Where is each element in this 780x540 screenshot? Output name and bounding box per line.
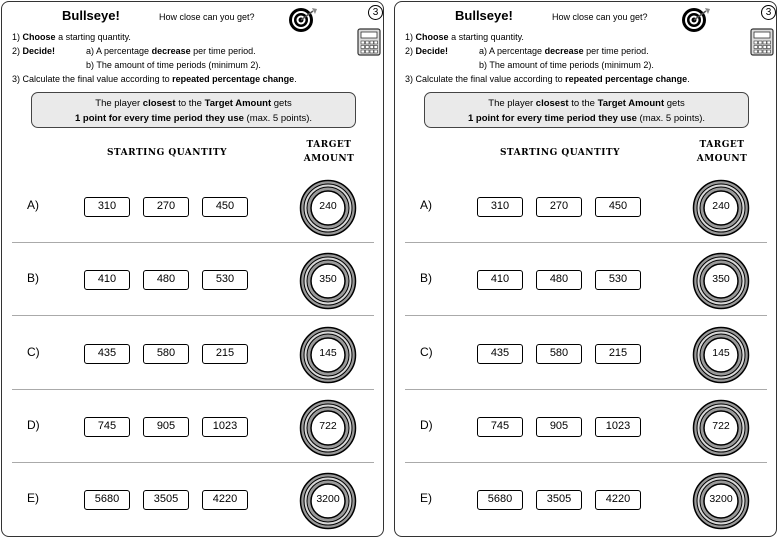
instruction-step-2b: b) The amount of time periods (minimum 2). xyxy=(479,60,654,70)
target-amount-bullseye xyxy=(692,252,750,310)
starting-quantity-option-1[interactable]: 5680 xyxy=(84,490,130,510)
starting-quantity-option-2[interactable]: 905 xyxy=(536,417,582,437)
question-row-b xyxy=(2,251,385,311)
row-label: A) xyxy=(27,198,39,212)
question-row-e xyxy=(2,471,385,531)
target-amount-bullseye xyxy=(692,326,750,384)
starting-quantity-option-2[interactable]: 3505 xyxy=(536,490,582,510)
target-amount-value: 240 xyxy=(319,200,337,212)
starting-quantity-option-2[interactable]: 270 xyxy=(536,197,582,217)
target-amount-value: 722 xyxy=(712,420,730,432)
starting-quantity-option-1[interactable]: 310 xyxy=(477,197,523,217)
target-amount-value: 350 xyxy=(319,273,337,285)
instruction-step-3: 3) Calculate the final value according to repeated percentage change. xyxy=(12,74,297,84)
starting-quantity-option-1[interactable]: 410 xyxy=(84,270,130,290)
starting-quantity-option-3[interactable]: 4220 xyxy=(595,490,641,510)
target-amount-header: TARGET AMOUNT xyxy=(303,140,355,164)
instruction-step-2b: b) The amount of time periods (minimum 2). xyxy=(86,60,261,70)
target-amount-value: 350 xyxy=(712,273,730,285)
target-amount-bullseye xyxy=(692,399,750,457)
starting-quantity-option-2[interactable]: 3505 xyxy=(143,490,189,510)
worksheet-title: Bullseye! xyxy=(62,8,120,23)
target-amount-header: TARGET AMOUNT xyxy=(696,140,748,164)
starting-quantity-option-3[interactable]: 1023 xyxy=(595,417,641,437)
instruction-step-2: 2) Decide! xyxy=(405,46,449,56)
level-badge: 3 xyxy=(368,5,383,20)
target-amount-value: 145 xyxy=(712,347,730,359)
starting-quantity-option-3[interactable]: 530 xyxy=(202,270,248,290)
row-divider xyxy=(12,462,374,463)
starting-quantity-header: STARTING QUANTITY xyxy=(499,148,621,158)
target-amount-bullseye xyxy=(299,326,357,384)
scoring-rule-box xyxy=(424,92,749,128)
scoring-rule-box xyxy=(31,92,356,128)
row-label: B) xyxy=(420,271,432,285)
target-amount-bullseye xyxy=(299,252,357,310)
scoring-rule-line-1: The player closest to the Target Amount gets xyxy=(488,98,685,109)
worksheet-title: Bullseye! xyxy=(455,8,513,23)
instruction-step-3: 3) Calculate the final value according to repeated percentage change. xyxy=(405,74,690,84)
row-divider xyxy=(405,242,767,243)
starting-quantity-option-3[interactable]: 4220 xyxy=(202,490,248,510)
question-row-d xyxy=(395,398,778,458)
starting-quantity-header: STARTING QUANTITY xyxy=(106,148,228,158)
worksheet-subtitle: How close can you get? xyxy=(159,12,255,22)
starting-quantity-option-2[interactable]: 480 xyxy=(536,270,582,290)
target-amount-bullseye xyxy=(299,399,357,457)
starting-quantity-option-2[interactable]: 905 xyxy=(143,417,189,437)
question-row-c xyxy=(395,325,778,385)
instruction-step-1: 1) Choose a starting quantity. xyxy=(12,32,131,42)
row-divider xyxy=(12,315,374,316)
starting-quantity-option-3[interactable]: 215 xyxy=(595,344,641,364)
row-divider xyxy=(405,389,767,390)
bullseye-dart-icon xyxy=(681,5,711,33)
starting-quantity-option-1[interactable]: 745 xyxy=(84,417,130,437)
question-row-a xyxy=(2,178,385,238)
starting-quantity-option-3[interactable]: 1023 xyxy=(202,417,248,437)
row-label: B) xyxy=(27,271,39,285)
starting-quantity-option-3[interactable]: 450 xyxy=(595,197,641,217)
target-amount-value: 145 xyxy=(319,347,337,359)
row-label: D) xyxy=(27,418,40,432)
worksheet-card-right xyxy=(394,1,777,537)
question-row-a xyxy=(395,178,778,238)
question-row-e xyxy=(395,471,778,531)
starting-quantity-option-1[interactable]: 310 xyxy=(84,197,130,217)
row-divider xyxy=(405,315,767,316)
starting-quantity-option-1[interactable]: 435 xyxy=(477,344,523,364)
starting-quantity-option-1[interactable]: 410 xyxy=(477,270,523,290)
target-amount-bullseye xyxy=(692,179,750,237)
target-amount-bullseye xyxy=(692,472,750,530)
row-label: E) xyxy=(420,491,432,505)
starting-quantity-option-2[interactable]: 580 xyxy=(536,344,582,364)
question-row-d xyxy=(2,398,385,458)
starting-quantity-option-1[interactable]: 5680 xyxy=(477,490,523,510)
starting-quantity-option-1[interactable]: 745 xyxy=(477,417,523,437)
target-amount-value: 3200 xyxy=(709,493,733,505)
calculator-icon xyxy=(750,28,774,56)
starting-quantity-option-3[interactable]: 530 xyxy=(595,270,641,290)
question-row-b xyxy=(395,251,778,311)
scoring-rule-line-2: 1 point for every time period they use (max. 5 points). xyxy=(74,113,313,124)
bullseye-dart-icon xyxy=(288,5,318,33)
row-divider xyxy=(12,389,374,390)
row-label: D) xyxy=(420,418,433,432)
starting-quantity-option-3[interactable]: 450 xyxy=(202,197,248,217)
starting-quantity-option-2[interactable]: 580 xyxy=(143,344,189,364)
target-amount-value: 3200 xyxy=(316,493,340,505)
starting-quantity-option-2[interactable]: 480 xyxy=(143,270,189,290)
target-amount-bullseye xyxy=(299,179,357,237)
target-amount-value: 722 xyxy=(319,420,337,432)
instruction-step-2: 2) Decide! xyxy=(12,46,56,56)
worksheet-subtitle: How close can you get? xyxy=(552,12,648,22)
instruction-step-2a: a) A percentage decrease per time period. xyxy=(86,46,256,56)
target-amount-bullseye xyxy=(299,472,357,530)
row-label: C) xyxy=(27,345,40,359)
row-label: A) xyxy=(420,198,432,212)
question-row-c xyxy=(2,325,385,385)
starting-quantity-option-3[interactable]: 215 xyxy=(202,344,248,364)
worksheet-card-left xyxy=(1,1,384,537)
scoring-rule-line-1: The player closest to the Target Amount gets xyxy=(95,98,292,109)
starting-quantity-option-2[interactable]: 270 xyxy=(143,197,189,217)
calculator-icon xyxy=(357,28,381,56)
row-label: C) xyxy=(420,345,433,359)
level-badge: 3 xyxy=(761,5,776,20)
row-divider xyxy=(12,242,374,243)
instruction-step-2a: a) A percentage decrease per time period. xyxy=(479,46,649,56)
starting-quantity-option-1[interactable]: 435 xyxy=(84,344,130,364)
scoring-rule-line-2: 1 point for every time period they use (max. 5 points). xyxy=(467,113,706,124)
target-amount-value: 240 xyxy=(712,200,730,212)
row-divider xyxy=(405,462,767,463)
row-label: E) xyxy=(27,491,39,505)
instruction-step-1: 1) Choose a starting quantity. xyxy=(405,32,524,42)
